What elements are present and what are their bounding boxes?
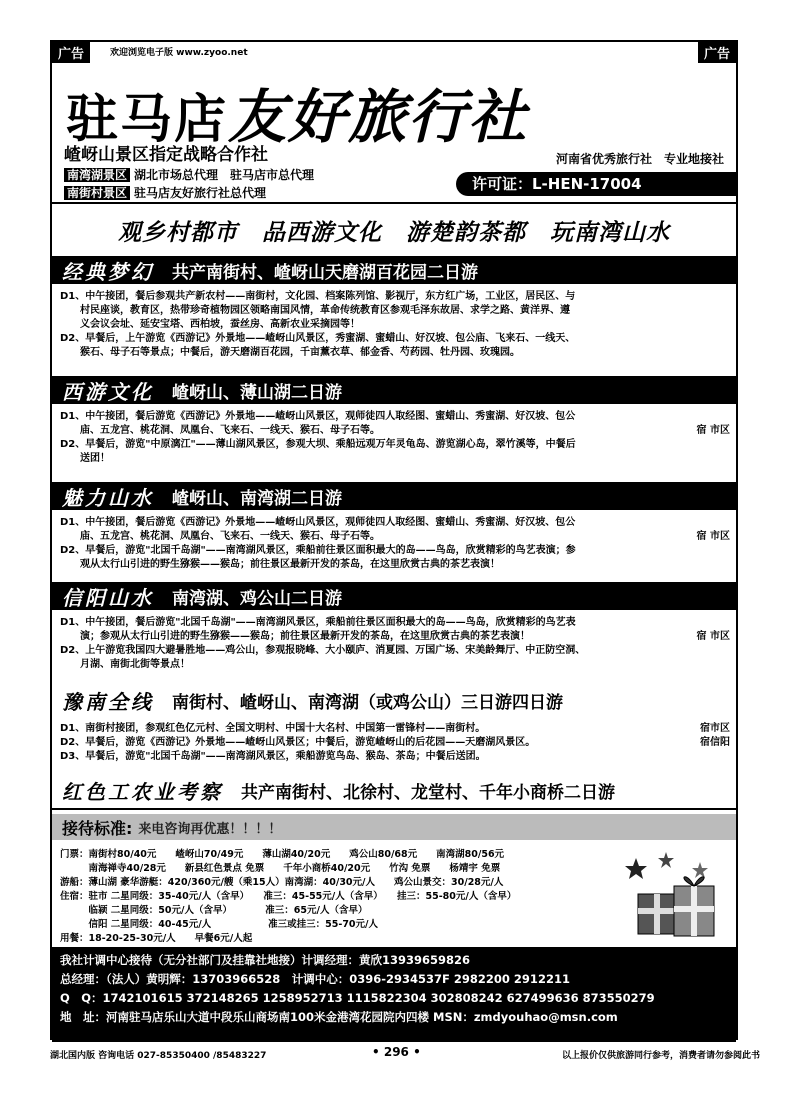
agency-line-2: [64, 184, 266, 201]
tour-line: D2、上午游览我国四大避暑胜地——鸡公山，参观报晓峰、大小颐庐、消夏园、万国广场、宋美龄舞厅、中正防空洞、: [60, 645, 586, 656]
tour-line: D1、中午接团，餐后游览《西游记》外景地——嵖岈山风景区，观师徒四人取经图、蜜蜡山、秀蜜湖、好汉坡、包公: [60, 517, 576, 528]
price-line: 临颍 二星同级：50元/人（含早） 准三：65元/人（含早）: [60, 905, 368, 916]
welcome-text[interactable]: 欢迎浏览电子版 www.zyoo.net: [110, 48, 248, 58]
price-line: 用餐：18-20-25-30元/人 早餐6元/人起: [60, 933, 253, 944]
tour-bar-1: [52, 256, 736, 284]
agency-honor: 河南省优秀旅行社 专业地接社: [555, 152, 724, 166]
tour-tag: 豫南全线: [62, 689, 154, 714]
price-line: 门票：南街村80/40元 嵖岈山70/49元 薄山湖40/20元 鸡公山80/68元 南湾湖80/56元: [60, 849, 505, 860]
tour-3-details: [60, 516, 730, 572]
tour-1-details: [60, 290, 730, 360]
tour-line: 观从太行山引进的野生猕猴——猴岛；前往景区最新开发的茶岛，在这里欣赏古典的茶艺表演！: [60, 559, 500, 570]
tour-bar-3: [52, 482, 736, 510]
tour-bar-6: [52, 776, 736, 804]
tour-line: 村民座谈，教育区，热带珍奇植物园区领略南国风情，革命传统教育区参观毛泽东故居、求学之路、黄洋界、遵: [60, 305, 570, 316]
tour-tag: 西游文化: [62, 379, 154, 404]
tour-line: D1、中午接团，餐后游览《西游记》外景地——嵖岈山风景区，观师徒四人取经图、蜜蜡山、秀蜜湖、好汉坡、包公: [60, 411, 576, 422]
advert-page: [50, 40, 738, 1040]
tour-line: 月湖、南街北街等景点！: [60, 659, 190, 670]
page-number: • 296 •: [372, 1045, 421, 1059]
price-line: 南海禅寺40/28元 新县红色景点 免票 千年小商桥40/20元 竹沟 免票 杨靖宇 免票: [60, 863, 501, 874]
tour-line: D1、南街村接团，参观红色亿元村、全国文明村、中国十大名村、中国第一雷锋村——南街村。 宿市区: [60, 723, 730, 734]
tour-bar-5: [52, 686, 736, 714]
header-divider: [52, 202, 736, 204]
contact-line-3: Q Q：1742101615 372148265 1258952713 1115822304 302808242 627499636 873550279: [60, 991, 655, 1005]
tour-tag: 信阳山水: [62, 585, 154, 610]
tour-tag: 红色工农业考察: [62, 779, 223, 804]
title-normal: 驻马店: [66, 90, 229, 150]
partner-text: 嵖岈山景区指定战略合作社: [64, 145, 268, 165]
tour-line: D2、早餐后，游览"中原漓江"——薄山湖风景区，参观大坝、乘船远观万年灵龟岛、游览湖心岛，翠竹溪等，中餐后: [60, 439, 576, 450]
reception-standard: [52, 814, 736, 840]
gift-box-icon: [616, 850, 726, 945]
tour-title: 南湾湖、鸡公山二日游: [172, 588, 342, 609]
section-divider: [52, 808, 736, 810]
tour-4-details: [60, 616, 730, 672]
tour-line: 义会议会址、延安宝塔、西柏坡，蚕丝房、高新农业采摘园等！: [60, 319, 360, 330]
title-italic: 友好旅行社: [228, 83, 529, 151]
tour-title: 南街村、嵖岈山、南湾湖（或鸡公山）三日游四日游: [172, 692, 563, 713]
footer-left: 湖北国内版 咨询电话 027-85350400 /85483227: [50, 1051, 267, 1061]
agency-line-2-text: 驻马店友好旅行社总代理: [134, 186, 267, 200]
tour-line: 庙、五龙宫、桃花洞、凤凰台、飞来石、一线天、猴石、母子石等。 宿 市区: [60, 425, 730, 436]
tour-tag: 魅力山水: [62, 485, 154, 510]
slogan: 观乡村都市 品西游文化 游楚韵茶都 玩南湾山水: [118, 219, 670, 246]
tour-line: D1、中午接团，餐后游览"北国千岛湖"——南湾湖风景区，乘船前往景区面积最大的岛——鸟岛，欣赏精彩的鸟艺表: [60, 617, 576, 628]
price-line: 信阳 二星同级：40-45元/人 准三或挂三：55-70元/人: [60, 919, 379, 930]
price-line: 住宿：驻市 二星同级：35-40元/人（含早） 准三：45-55元/人（含早） 挂三：55-80元/人（含早）: [60, 891, 517, 902]
tour-line: D1、中午接团，餐后参观共产新农村——南街村，文化园、档案陈列馆、影视厅，东方红广场，工业区，居民区、与: [60, 291, 576, 302]
reception-text: 来电咨询再优惠！！！！: [138, 821, 282, 837]
reception-label: 接待标准:: [62, 818, 133, 838]
agency-line-1: [64, 166, 314, 183]
tour-title: 嵖岈山、薄山湖二日游: [172, 382, 342, 403]
tour-bar-2: [52, 376, 736, 404]
tour-line: D2、早餐后，游览"北国千岛湖"——南湾湖风景区，乘船前往景区面积最大的岛——鸟岛，欣赏精彩的鸟艺表演；参: [60, 545, 576, 556]
tour-tag: 经典梦幻: [62, 259, 154, 284]
tour-title: 共产南街村、嵖岈山天磨湖百花园二日游: [172, 262, 478, 283]
agency-line-1-text: 湖北市场总代理 驻马店市总代理: [134, 168, 315, 182]
contact-line-1: 我社计调中心接待（无分社部门及挂靠社地接）计调经理：黄欣13939659826: [60, 953, 471, 967]
agency-line-2-tag: 南街村景区: [64, 186, 130, 200]
license-badge: 许可证：L-HEN-17004: [456, 172, 736, 196]
agency-line-1-tag: 南湾湖景区: [64, 168, 130, 182]
tour-5-details: [60, 722, 730, 764]
tour-line: 猴石、母子石等景点；中餐后，游天磨湖百花园，千亩薰衣草、郁金香、芍药园、牡丹园、玫瑰园。: [60, 347, 520, 358]
contact-line-4: 地 址：河南驻马店乐山大道中段乐山商场南100米金港湾花园院内四楼 MSN：zmdyouhao@msn.com: [60, 1010, 618, 1024]
tour-bar-4: [52, 582, 736, 610]
tour-title: 嵖岈山、南湾湖二日游: [172, 488, 342, 509]
ad-label-left: 广告: [52, 42, 90, 63]
ad-label-right: 广告: [698, 42, 736, 63]
footer-right: 以上报价仅供旅游同行参考，消费者请勿参阅此书: [561, 1051, 760, 1061]
tour-2-details: [60, 410, 730, 466]
price-line: 游船：薄山湖 豪华游艇：420/360元/艘（乘15人）南湾湖：40/30元/人 鸡公山景交：30/28元/人: [60, 877, 504, 888]
tour-line: D3、早餐后，游览"北国千岛湖"——南湾湖风景区，乘船游览鸟岛、猴岛、茶岛；中餐后送团。: [60, 751, 486, 762]
tour-line: D2、早餐后，游览《西游记》外景地——嵖岈山风景区；中餐后，游览嵖岈山的后花园——天磨湖风景区。 宿信阳: [60, 737, 730, 748]
tour-line: D2、早餐后，上午游览《西游记》外景地——嵖岈山风景区，秀蜜湖、蜜蜡山、好汉坡、包公庙、飞来石、一线天、: [60, 333, 576, 344]
contact-block: [52, 947, 736, 1042]
tour-title: 共产南街村、北徐村、龙堂村、千年小商桥二日游: [241, 782, 615, 803]
tour-line: 演；参观从太行山引进的野生猕猴——猴岛；前往景区最新开发的茶岛，在这里欣赏古典的茶艺表演！ 宿 市区: [60, 631, 730, 642]
tour-line: 庙、五龙宫、桃花洞、凤凰台、飞来石、一线天、猴石、母子石等。 宿 市区: [60, 531, 730, 542]
contact-line-2: 总经理：（法人）黄明辉：13703966528 计调中心：0396-2934537F 2982200 2912211: [60, 972, 570, 986]
tour-line: 送团！: [60, 453, 110, 464]
